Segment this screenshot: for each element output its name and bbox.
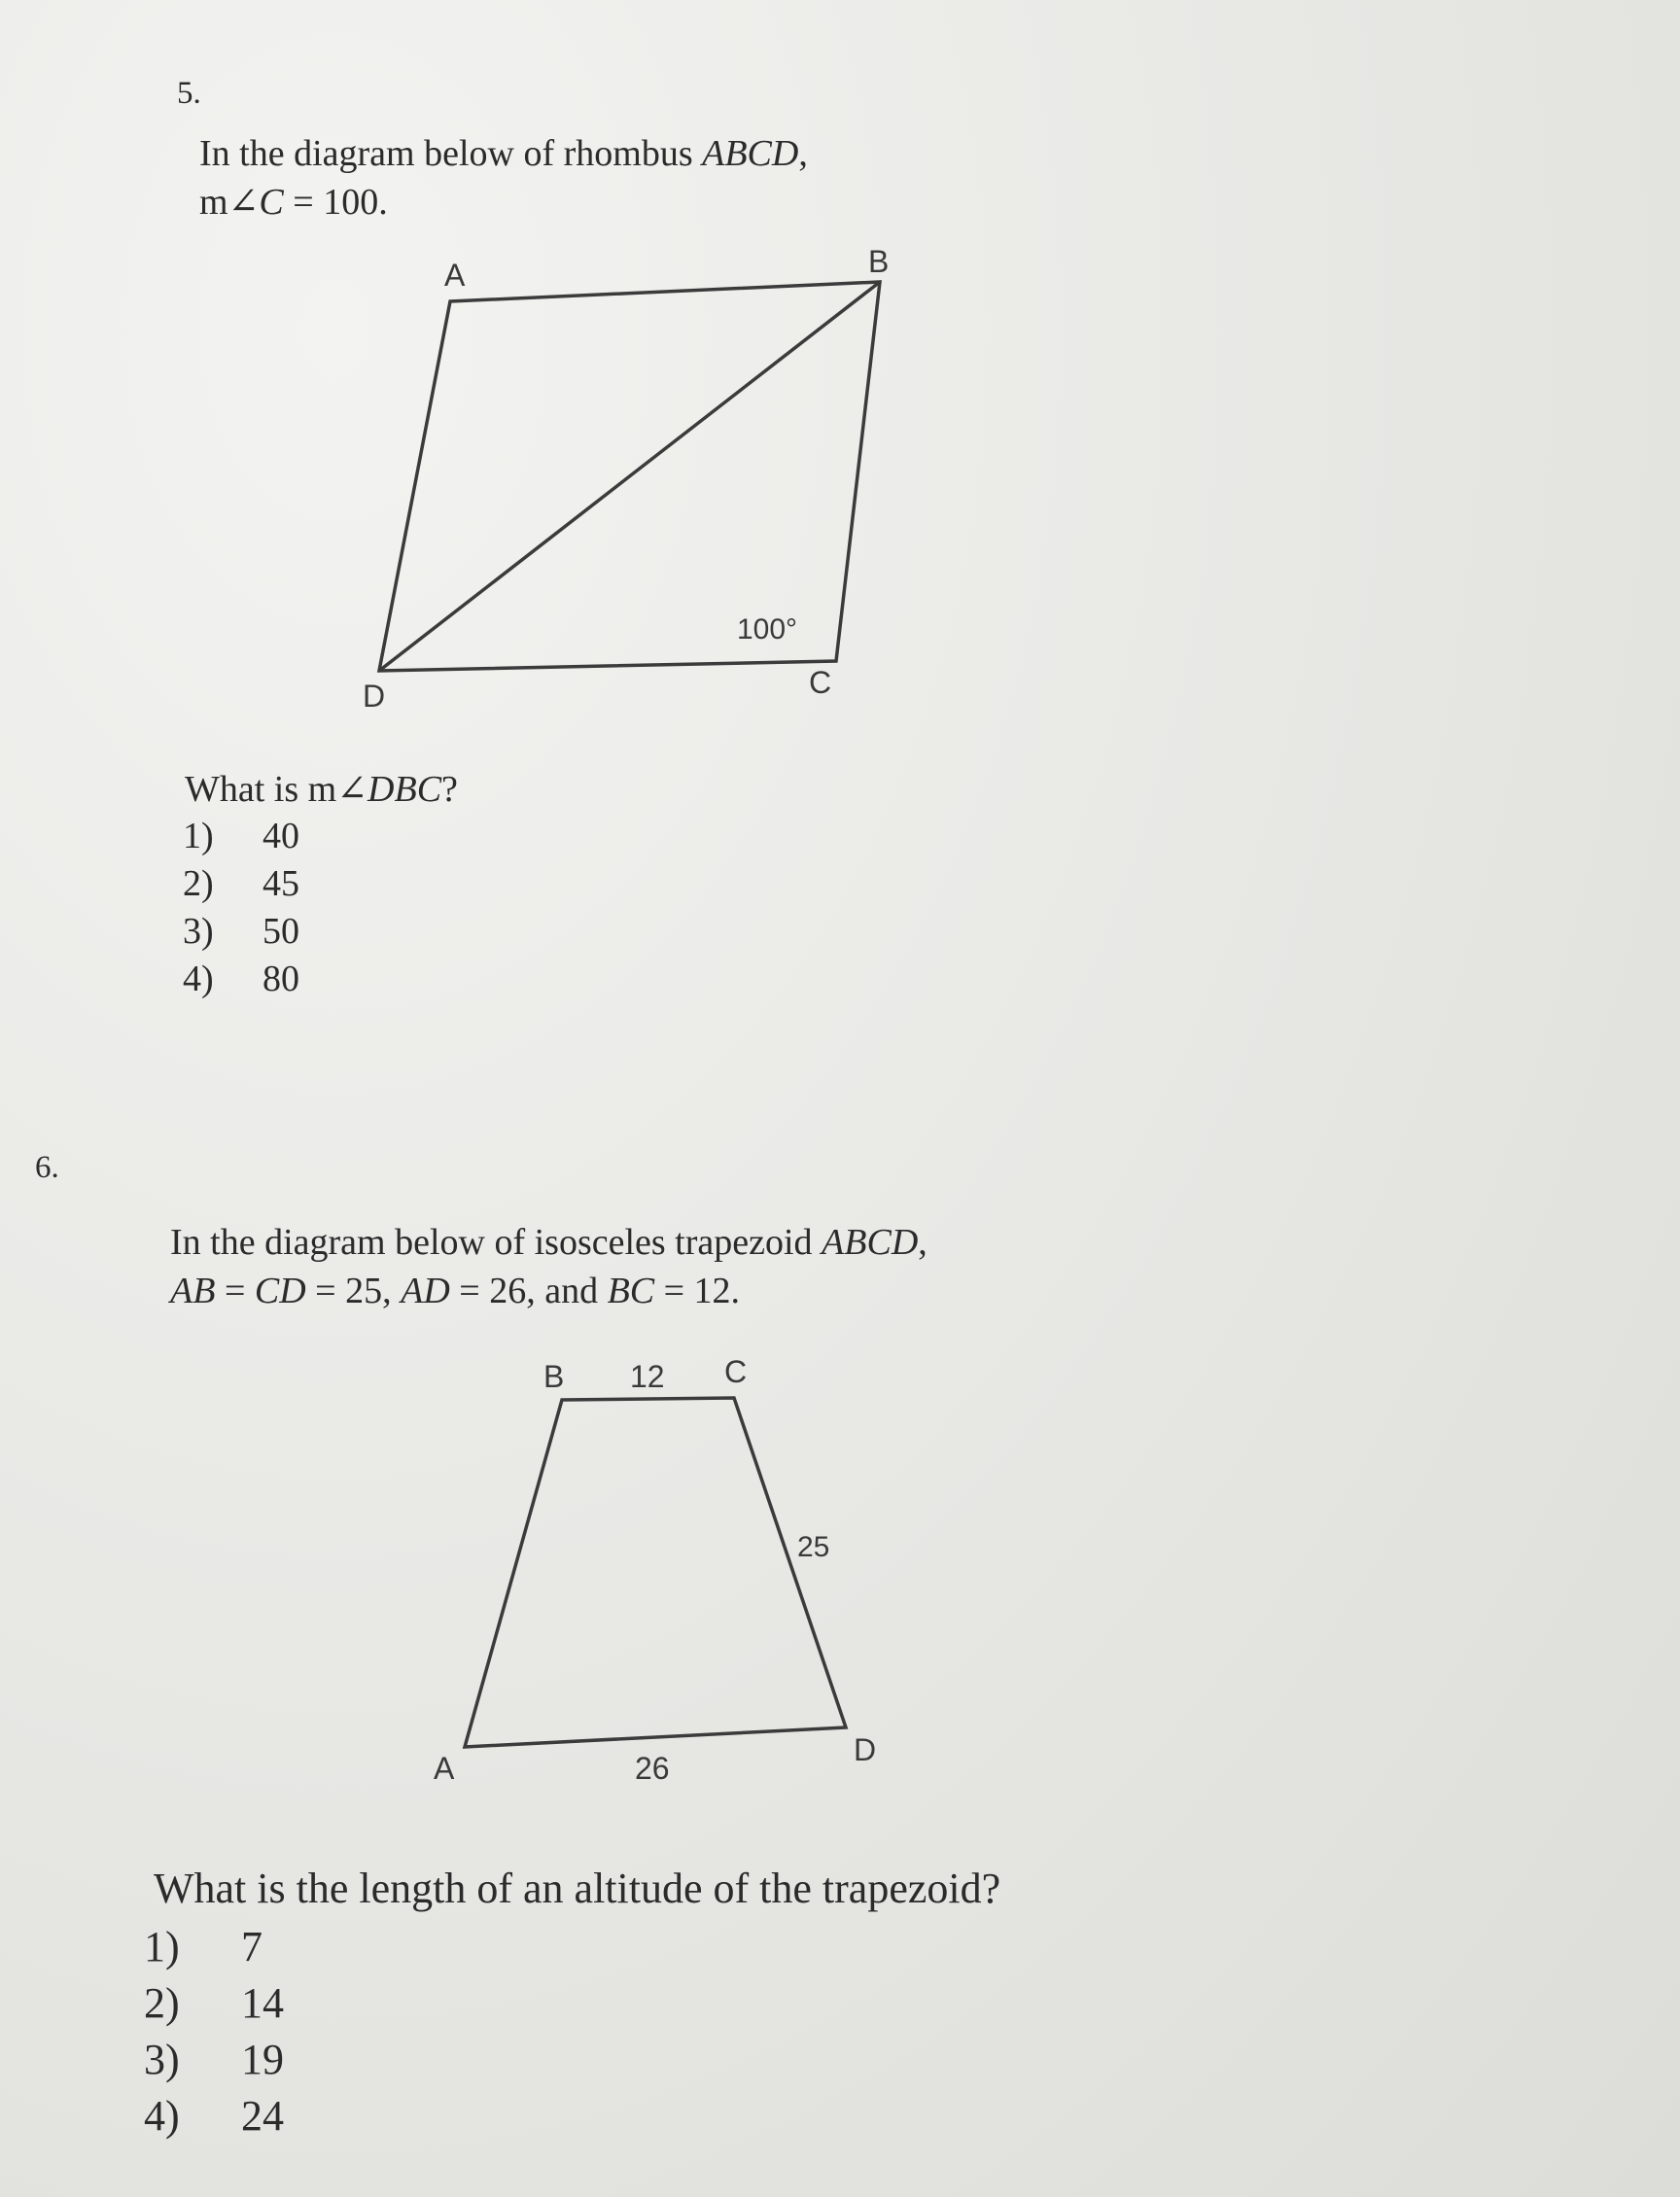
segment-bc: BC (607, 1271, 655, 1311)
trap-vertex-label-a: A (434, 1751, 455, 1786)
q5-choice-1[interactable] (183, 813, 299, 860)
value-ad: = 26, and (449, 1271, 608, 1311)
q5-stem-end: , (798, 133, 808, 174)
q6-stem-line2 (170, 1267, 928, 1315)
q5-choice-4[interactable] (183, 956, 299, 1003)
q5-stem-text: In the diagram below of rhombus (199, 133, 703, 174)
choice-number: 3) (183, 911, 214, 952)
equals: = (215, 1271, 255, 1311)
q6-stem-var: ABCD (822, 1222, 919, 1263)
q5-angle-value: = 100. (283, 182, 388, 223)
q6-number: 6. (35, 1150, 59, 1185)
q6-question: What is the length of an altitude of the trapezoid? (154, 1865, 1001, 1912)
segment-cd: CD (254, 1271, 306, 1311)
choice-value: 24 (241, 2092, 284, 2140)
choice-number: 1) (144, 1923, 180, 1970)
trap-vertex-label-c: C (724, 1354, 748, 1389)
q5-choices (183, 813, 299, 1003)
q5-question-end: ? (441, 769, 458, 810)
q5-number: 5. (177, 76, 201, 111)
q5-angle-prefix: m∠ (199, 182, 260, 223)
q6-choice-4[interactable] (144, 2088, 284, 2145)
choice-value: 7 (241, 1923, 262, 1970)
q6-choice-1[interactable] (144, 1919, 284, 1975)
q5-question-prefix: What is m∠ (185, 769, 368, 810)
value-ab-cd: = 25, (305, 1271, 402, 1311)
vertex-label-d: D (363, 679, 386, 714)
q5-question-var: DBC (368, 769, 442, 810)
q5-angle-var: C (259, 182, 284, 223)
vertex-label-c: C (809, 665, 832, 700)
q5-choice-3[interactable] (183, 908, 299, 956)
angle-label-c: 100° (737, 613, 798, 645)
choice-value: 14 (241, 1979, 284, 2027)
q5-stem-var: ABCD (702, 133, 799, 174)
choice-number: 2) (144, 1979, 180, 2027)
q6-stem-text: In the diagram below of isosceles trapezoid (170, 1222, 822, 1263)
q6-choices (144, 1919, 284, 2145)
q6-stem-line1 (170, 1218, 928, 1267)
trap-vertex-label-d: D (854, 1732, 877, 1767)
choice-number: 2) (183, 863, 214, 904)
segment-ab: AB (170, 1271, 216, 1311)
trapezoid-outline (465, 1398, 846, 1747)
choice-value: 19 (241, 2036, 284, 2083)
choice-value: 45 (262, 863, 299, 904)
diagonal-db (379, 282, 880, 671)
choice-value: 50 (262, 911, 299, 952)
choice-number: 3) (144, 2036, 180, 2083)
trap-vertex-label-b: B (543, 1359, 565, 1394)
choice-value: 80 (262, 959, 299, 999)
q6-choice-2[interactable] (144, 1975, 284, 2032)
segment-ad: AD (401, 1271, 450, 1311)
trap-side-length: 25 (797, 1531, 830, 1563)
vertex-label-a: A (444, 258, 466, 293)
q6-choice-3[interactable] (144, 2032, 284, 2088)
q6-stem-end: , (918, 1222, 928, 1263)
q5-question (185, 765, 458, 814)
vertex-label-b: B (868, 244, 890, 279)
choice-number: 4) (144, 2092, 180, 2140)
value-bc: = 12. (654, 1271, 741, 1311)
trap-top-length: 12 (630, 1359, 665, 1394)
choice-number: 4) (183, 959, 214, 999)
trap-bottom-length: 26 (635, 1751, 670, 1786)
choice-number: 1) (183, 816, 214, 856)
choice-value: 40 (262, 816, 299, 856)
q5-choice-2[interactable] (183, 860, 299, 908)
q6-stem (170, 1218, 928, 1315)
